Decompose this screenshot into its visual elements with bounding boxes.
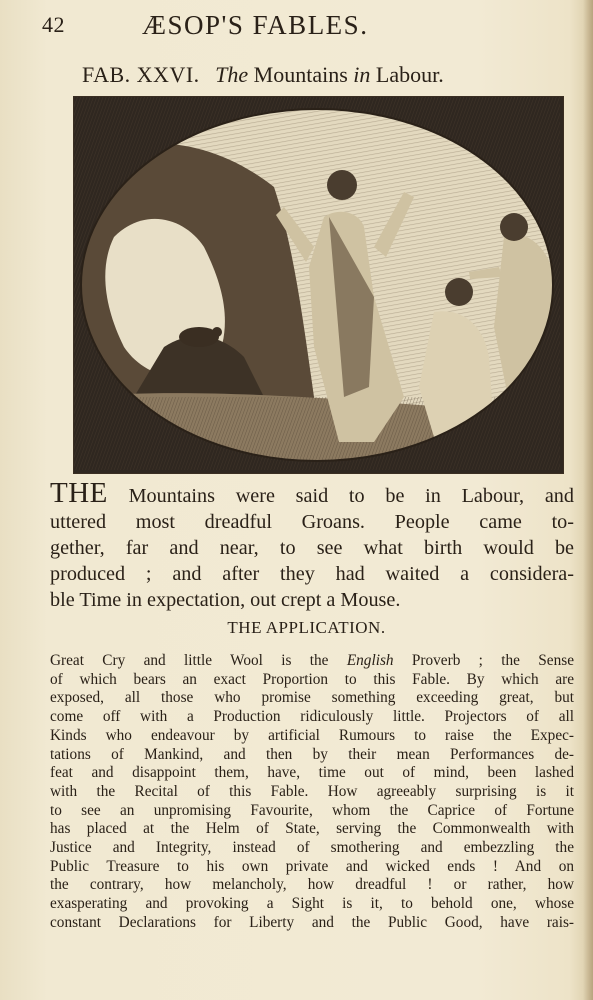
fable-title-article: The [215, 62, 249, 87]
application-text-line: tations of Mankind, and then by their mean Performances de- [50, 745, 574, 763]
application-text-line: exasperating and provoking a Sight is it, to behold one, whose [50, 895, 574, 913]
fable-text-line: gether, far and near, to see what birth would be [50, 537, 574, 559]
fable-title-in: in [353, 62, 371, 87]
application-text-line: of which bears an exact Proportion to this Fable. By which are [50, 670, 574, 688]
application-text-line: has placed at the Helm of State, serving the Commonwealth with [50, 820, 574, 838]
fable-text-line: ble Time in expectation, out crept a Mouse. [50, 589, 401, 611]
application-text-line: Great Cry and little Wool is the English Proverb ; the Sense [50, 652, 574, 669]
fable-number: FAB. XXVI. [82, 62, 200, 87]
application-text-line: feat and disappoint them, have, time out of mind, been lashed [50, 764, 574, 782]
fable-text-line: produced ; and after they had waited a considera- [50, 563, 574, 585]
fable-heading [82, 62, 562, 88]
fable-text-line: uttered most dreadful Groans. People came to- [50, 511, 574, 533]
woodcut-illustration [73, 96, 564, 474]
fable-title-word: Labour. [375, 62, 444, 87]
application-text-line: Justice and Integrity, instead of smothering and embezzling the [50, 839, 574, 857]
application-text-line: Kinds who endeavour by artificial Rumours to raise the Expec- [50, 726, 574, 744]
application-text-line: constant Declarations for Liberty and the Public Good, have rais- [50, 913, 574, 931]
woodcut-engraving [74, 97, 560, 470]
book-title: ÆSOP'S FABLES. [142, 10, 369, 40]
running-head [34, 8, 574, 48]
application-text-line: exposed, all those who promise something exceeding great, but [50, 689, 574, 707]
page-number: 42 [42, 12, 65, 37]
fable-text [50, 477, 574, 613]
application-text [50, 652, 574, 933]
drop-letters: THE [50, 477, 108, 509]
fable-title-word: Mountains [253, 62, 348, 87]
application-text-line: come off with a Production ridiculously little. Projectors of all [50, 708, 574, 726]
application-text-line: the contrary, how melancholy, how dreadful ! or rather, how [50, 876, 574, 894]
application-text-line: Public Treasure to his own private and wicked ends ! And on [50, 857, 574, 875]
fable-text-line: THE Mountains were said to be in Labour, and [50, 477, 574, 509]
application-text-line: with the Recital of this Fable. How agreeably surprising is it [50, 782, 574, 800]
page-spine-shadow [583, 0, 593, 1000]
application-heading: THE APPLICATION. [227, 618, 386, 637]
fable-title [215, 62, 444, 87]
application-text-line: to see an unpromising Favourite, whom the Caprice of Fortune [50, 801, 574, 819]
